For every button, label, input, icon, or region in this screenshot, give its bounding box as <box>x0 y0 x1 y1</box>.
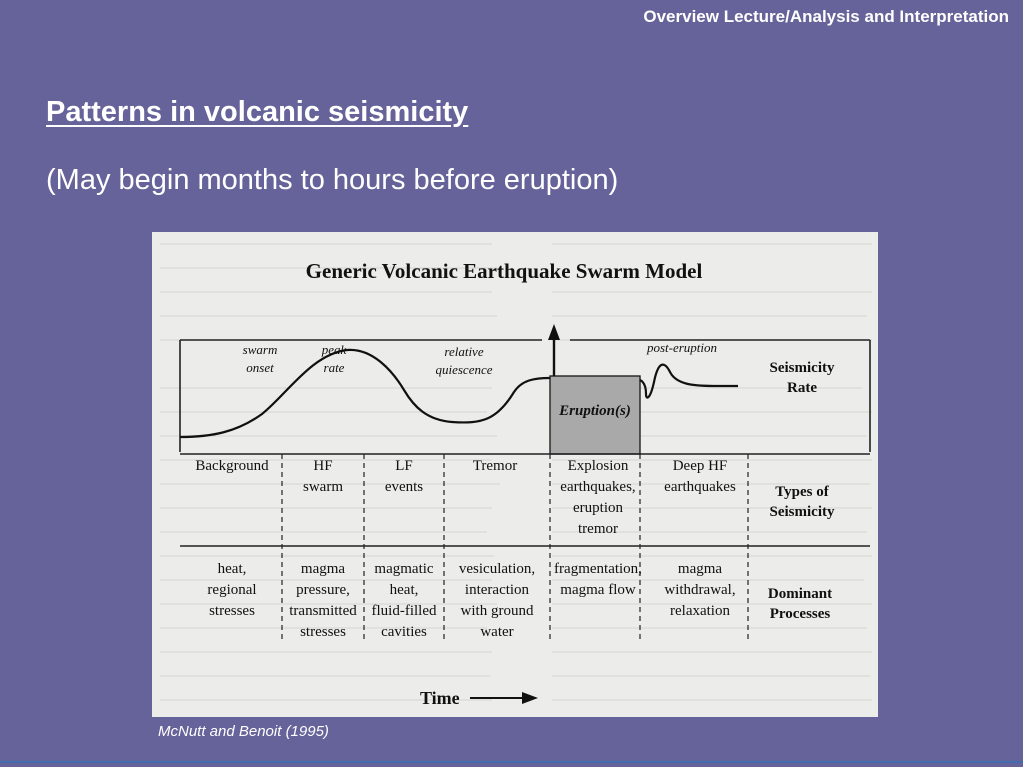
slide-subtitle: (May begin months to hours before eruption) <box>46 164 619 196</box>
process-2-line-3: transmitted <box>289 603 357 619</box>
page-bleed-through <box>152 232 878 717</box>
figure-caption: McNutt and Benoit (1995) <box>158 723 329 740</box>
swarm-onset-label-1: swarm <box>242 342 278 357</box>
process-4-line-1: vesiculation, <box>458 561 536 577</box>
process-6-line-2: withdrawal, <box>664 582 736 598</box>
process-6-line-1: magma <box>677 561 723 577</box>
processes-heading-1: Dominant <box>767 586 833 602</box>
type-lf-1: LF <box>395 458 413 474</box>
process-3-line-4: cavities <box>381 624 427 640</box>
header-title: Overview Lecture/Analysis and Interpretation <box>643 7 1009 26</box>
process-4-line-2: interaction <box>464 582 530 598</box>
process-4-line-4: water <box>480 624 514 640</box>
peak-rate-label-1: peak <box>321 342 347 357</box>
process-6-line-3: relaxation <box>670 603 730 619</box>
processes-heading-2: Processes <box>769 606 831 622</box>
process-5-line-1: fragmentation, <box>554 561 642 577</box>
swarm-onset-label-2: onset <box>246 360 274 375</box>
eruption-label: Eruption(s) <box>559 403 631 419</box>
time-label: Time <box>420 688 460 708</box>
type-explosion-1: Explosion <box>567 458 629 474</box>
process-1-line-1: heat, <box>217 561 247 577</box>
figure-title: Generic Volcanic Earthquake Swarm Model <box>305 259 703 283</box>
type-background: Background <box>195 458 269 474</box>
type-deephf-2: earthquakes <box>664 479 736 495</box>
post-eruption-label: post-eruption <box>646 340 718 355</box>
seismicity-rate-heading-1: Seismicity <box>769 360 835 376</box>
type-hf-2: swarm <box>303 479 343 495</box>
type-explosion-3: eruption <box>573 500 623 516</box>
type-tremor: Tremor <box>472 458 518 474</box>
slide-title: Patterns in volcanic seismicity <box>46 96 469 128</box>
swarm-model-diagram <box>152 232 878 717</box>
process-5-line-2: magma flow <box>560 582 636 598</box>
relative-quiescence-label-1: relative <box>444 344 484 359</box>
process-3-line-2: heat, <box>389 582 419 598</box>
relative-quiescence-label-2: quiescence <box>435 362 493 377</box>
process-4-line-3: with ground <box>460 603 534 619</box>
process-2-line-2: pressure, <box>296 582 350 598</box>
seismicity-rate-heading-2: Rate <box>787 380 817 396</box>
types-heading-2: Seismicity <box>769 504 835 520</box>
type-hf-1: HF <box>313 458 333 474</box>
process-2-line-4: stresses <box>300 624 346 640</box>
process-1-line-2: regional <box>207 582 257 598</box>
footer-rule <box>0 761 1023 763</box>
types-heading-1: Types of <box>775 484 829 500</box>
type-lf-2: events <box>384 479 424 495</box>
process-3-line-3: fluid-filled <box>371 603 437 619</box>
swarm-model-figure <box>152 232 878 717</box>
process-1-line-3: stresses <box>209 603 255 619</box>
process-3-line-1: magmatic <box>374 561 434 577</box>
type-explosion-4: tremor <box>578 521 618 537</box>
type-deephf-1: Deep HF <box>672 458 728 474</box>
process-2-line-1: magma <box>300 561 346 577</box>
type-explosion-2: earthquakes, <box>560 479 636 495</box>
peak-rate-label-2: rate <box>323 360 345 375</box>
